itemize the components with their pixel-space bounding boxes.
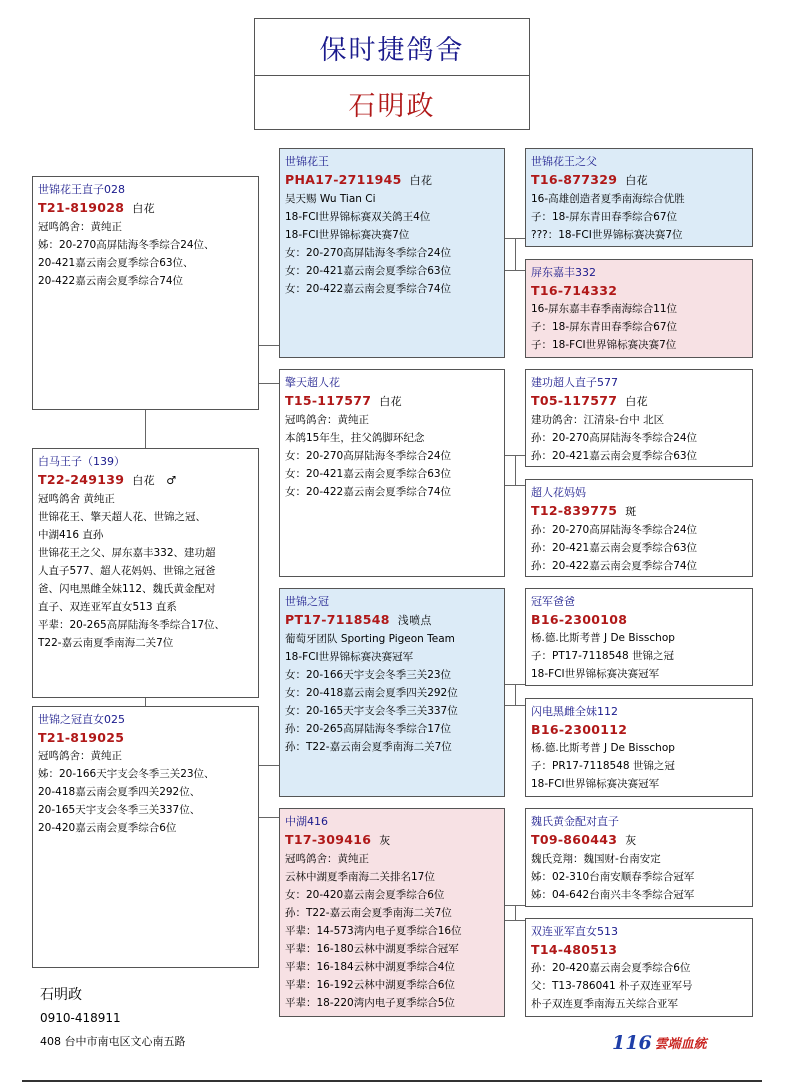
pigeon-color: 白花 xyxy=(132,202,155,215)
pigeon-color: 白花 xyxy=(625,174,648,187)
pedigree-note: 女：20-270高屏陆海冬季综合24位 xyxy=(285,247,452,259)
pedigree-note: 女：20-421嘉云南会夏季综合63位 xyxy=(285,265,452,277)
connector xyxy=(505,270,525,271)
pigeon-color: 白花 xyxy=(625,395,648,408)
pigeon-name: 建功超人直子577 xyxy=(531,376,618,389)
ring-number-row xyxy=(531,282,752,300)
owner-info xyxy=(40,984,186,1053)
ring-number: B16-2300108 xyxy=(531,612,628,627)
pedigree-note: 姊：20-270高屏陆海冬季综合24位、 xyxy=(38,239,215,251)
pedigree-note: 孙：20-422嘉云南会夏季综合74位 xyxy=(531,560,698,572)
ring-number: T09-860443 xyxy=(531,832,618,847)
ring-number: T14-480513 xyxy=(531,942,618,957)
pigeon-name: 白马王子（139） xyxy=(38,455,125,468)
card-sddd[interactable] xyxy=(525,918,753,1017)
pedigree-note: 子：18-屏东青田春季综合67位 xyxy=(531,321,678,333)
ring-number-row xyxy=(531,392,752,411)
pedigree-note: 18-FCI世界锦标赛决赛7位 xyxy=(285,229,410,241)
pigeon-color: 白花 xyxy=(409,174,433,187)
pedigree-note: 姊：04-642台南兴丰冬季综合冠军 xyxy=(531,889,695,901)
ring-number: T21-819028 xyxy=(38,200,125,215)
pigeon-name: 擎天超人花 xyxy=(285,376,340,389)
pedigree-note: 子：PR17-7118548 世锦之冠 xyxy=(531,760,675,772)
ring-number-row xyxy=(285,171,504,190)
pedigree-note: 平辈：18-220湾内电子夏季综合5位 xyxy=(285,997,455,1009)
pedigree-note: 平辈：14-573湾内电子夏季综合16位 xyxy=(285,925,462,937)
pigeon-name: 魏氏黄金配对直子 xyxy=(531,815,619,828)
pedigree-note: 平辈：16-184云林中湖夏季综合4位 xyxy=(285,961,455,973)
owner-phone: 0910-418911 xyxy=(40,1011,121,1025)
card-sdds[interactable] xyxy=(525,808,753,907)
pedigree-note: 冠鸣鸽舍：黄纯正 xyxy=(285,853,369,865)
pedigree-note: 18-FCI世界锦标赛决赛冠军 xyxy=(285,651,414,663)
card-sds[interactable] xyxy=(279,588,505,797)
pedigree-note: 女：20-420嘉云南会夏季综合6位 xyxy=(285,889,445,901)
connector xyxy=(515,455,516,485)
bottom-divider xyxy=(22,1080,762,1082)
ring-number-row xyxy=(531,502,752,521)
pigeon-color: 灰 xyxy=(379,834,391,847)
pigeon-color: 白花 ♂ xyxy=(132,474,177,487)
card-sdsd[interactable] xyxy=(525,698,753,797)
connector xyxy=(505,920,525,921)
card-ssdd[interactable] xyxy=(525,479,753,577)
card-sdd[interactable] xyxy=(279,808,505,1017)
ring-number: PT17-7118548 xyxy=(285,612,390,627)
pedigree-note: 20-165天宇支会冬季三关337位、 xyxy=(38,804,201,816)
pedigree-note: 18-FCI世界锦标赛双关鸽王4位 xyxy=(285,211,431,223)
pedigree-note: 孙：20-421嘉云南会夏季综合63位 xyxy=(531,450,698,462)
connector xyxy=(515,684,516,705)
pedigree-note: 女：20-422嘉云南会夏季综合74位 xyxy=(285,486,452,498)
owner-name: 石明政 xyxy=(40,987,82,1003)
pigeon-name: 超人花妈妈 xyxy=(531,486,586,499)
pedigree-note: 杨.德.比斯考普 J De Bisschop xyxy=(531,632,675,644)
pedigree-note: 女：20-422嘉云南会夏季综合74位 xyxy=(285,283,452,295)
pigeon-name: 屏东嘉丰332 xyxy=(531,266,596,279)
pedigree-note: 18-FCI世界锦标赛决赛冠军 xyxy=(531,778,660,790)
pigeon-name: 世锦花王 xyxy=(285,155,329,168)
pedigree-note: 孙：T22-嘉云南会夏季南海二关7位 xyxy=(285,907,452,919)
ring-number-row xyxy=(531,721,752,739)
pedigree-note: 子：18-屏东青田春季综合67位 xyxy=(531,211,678,223)
connector xyxy=(258,345,279,346)
pigeon-name: 世锦之冠 xyxy=(285,595,329,608)
pedigree-note: 20-421嘉云南会夏季综合63位、 xyxy=(38,257,194,269)
connector xyxy=(515,905,516,920)
pedigree-note: 孙：T22-嘉云南会夏季南海二关7位 xyxy=(285,741,452,753)
connector xyxy=(505,485,525,486)
card-sd[interactable] xyxy=(32,706,259,968)
ring-number-row xyxy=(38,471,258,490)
connector xyxy=(258,817,279,818)
ring-number-row xyxy=(38,729,258,747)
pigeon-color: 白花 xyxy=(379,395,402,408)
pedigree-note: 父：T13-786041 朴子双连亚军号 xyxy=(531,980,693,992)
pedigree-note: 16-屏东嘉丰春季南海综合11位 xyxy=(531,303,678,315)
pedigree-note: 建功鸽舍：江清泉-台中 北区 xyxy=(531,414,665,426)
pedigree-note: 孙：20-265高屏陆海冬季综合17位 xyxy=(285,723,452,735)
pedigree-note: 平辈：20-265高屏陆海冬季综合17位、 xyxy=(38,619,226,631)
pedigree-note: 女：20-165天宇支会冬季三关337位 xyxy=(285,705,458,717)
pedigree-note: 孙：20-270高屏陆海冬季综合24位 xyxy=(531,432,698,444)
pedigree-note: 孙：20-270高屏陆海冬季综合24位 xyxy=(531,524,698,536)
ring-number-row xyxy=(531,611,752,629)
owner-title: 石明政 xyxy=(348,91,436,122)
pedigree-note: 云林中湖夏季南海二关排名17位 xyxy=(285,871,435,883)
pedigree-note: 姊：02-310台南安顺春季综合冠军 xyxy=(531,871,695,883)
card-ssd[interactable] xyxy=(279,369,505,577)
pedigree-note: 吴天赐 Wu Tian Ci xyxy=(285,193,376,205)
pedigree-note: 女：20-421嘉云南会夏季综合63位 xyxy=(285,468,452,480)
pedigree-note: ???：18-FCI世界锦标赛决赛7位 xyxy=(531,229,683,241)
pedigree-note: 女：20-166天宇支会冬季三关23位 xyxy=(285,669,452,681)
logo-number: 116 xyxy=(612,1032,652,1054)
ring-number: T21-819025 xyxy=(38,730,125,745)
pedigree-note: 冠鸣鸽舍：黄纯正 xyxy=(38,221,122,233)
pedigree-note: 子：PT17-7118548 世锦之冠 xyxy=(531,650,674,662)
ring-number: B16-2300112 xyxy=(531,722,628,737)
ring-number-row xyxy=(285,392,504,411)
owner-address: 408 台中市南屯区文心南五路 xyxy=(40,1035,186,1048)
pigeon-name: 世锦花王直子028 xyxy=(38,183,125,196)
card-ssss[interactable] xyxy=(525,148,753,247)
pigeon-name: 中湖416 xyxy=(285,815,328,828)
pedigree-note: 世锦花王、擎天超人花、世锦之冠、 xyxy=(38,511,206,523)
pedigree-note: 冠鸣鸽舍：黄纯正 xyxy=(38,750,122,762)
ring-number: PHA17-2711945 xyxy=(285,172,402,187)
pedigree-note: 16-高雄创造者夏季南海综合优胜 xyxy=(531,193,685,205)
card-sss[interactable] xyxy=(279,148,505,358)
connector xyxy=(515,238,516,270)
card-sdss[interactable] xyxy=(525,588,753,686)
pedigree-note: 姊：20-166天宇支会冬季三关23位、 xyxy=(38,768,215,780)
ring-number-row xyxy=(531,941,752,959)
pedigree-note: 魏氏竞翔：魏国财-台南安定 xyxy=(531,853,661,865)
card-sire[interactable] xyxy=(32,448,259,698)
pigeon-name: 闪电黑雌全妹112 xyxy=(531,705,618,718)
pedigree-note: 冠鸣鸽舍 黄纯正 xyxy=(38,493,115,505)
pedigree-note: 葡萄牙团队 Sporting Pigeon Team xyxy=(285,633,455,645)
pedigree-note: 平辈：16-192云林中湖夏季综合6位 xyxy=(285,979,455,991)
card-ss[interactable] xyxy=(32,176,259,410)
pedigree-note: 平辈：16-180云林中湖夏季综合冠军 xyxy=(285,943,459,955)
ring-number: T22-249139 xyxy=(38,472,125,487)
ring-number: T16-714332 xyxy=(531,283,618,298)
pigeon-color: 斑 xyxy=(625,505,637,518)
pedigree-note: 人直子577、超人花妈妈、世锦之冠爸 xyxy=(38,565,216,577)
pedigree-note: 20-418嘉云南会夏季四关292位、 xyxy=(38,786,201,798)
pedigree-note: 中湖416 直孙 xyxy=(38,529,104,541)
ring-number: T17-309416 xyxy=(285,832,372,847)
logo-text: 雲端血統 xyxy=(654,1037,707,1052)
pedigree-note: T22-嘉云南夏季南海二关7位 xyxy=(38,637,174,649)
pedigree-note: 朴子双连夏季南海五关综合亚军 xyxy=(531,998,678,1010)
connector xyxy=(145,410,146,448)
pedigree-note: 本鸽15年生，拄父鸽脚环纪念 xyxy=(285,432,425,444)
pedigree-note: 女：20-270高屏陆海冬季综合24位 xyxy=(285,450,452,462)
connector xyxy=(258,383,279,384)
pedigree-note: 孙：20-421嘉云南会夏季综合63位 xyxy=(531,542,698,554)
ring-number-row xyxy=(531,831,752,850)
ring-number-row xyxy=(285,831,504,850)
pigeon-name: 双连亚军直女513 xyxy=(531,925,618,938)
pedigree-note: 冠鸣鸽舍：黄纯正 xyxy=(285,414,369,426)
pedigree-note: 20-420嘉云南会夏季综合6位 xyxy=(38,822,177,834)
pedigree-note: 20-422嘉云南会夏季综合74位 xyxy=(38,275,184,287)
pigeon-name: 世锦花王之父 xyxy=(531,155,597,168)
ring-number: T15-117577 xyxy=(285,393,372,408)
ring-number-row xyxy=(285,611,504,630)
pedigree-note: 世锦花王之父、屏东嘉丰332、建功超 xyxy=(38,547,216,559)
title-box xyxy=(254,18,530,130)
pigeon-name: 世锦之冠直女025 xyxy=(38,713,125,726)
pedigree-note: 直子、双连亚军直女513 直系 xyxy=(38,601,177,613)
pedigree-note: 女：20-418嘉云南会夏季四关292位 xyxy=(285,687,458,699)
logo xyxy=(612,1032,707,1054)
loft-name: 保时捷鸽舍 xyxy=(255,19,529,76)
connector xyxy=(258,765,279,766)
ring-number-row xyxy=(38,199,258,218)
ring-number: T05-117577 xyxy=(531,393,618,408)
pigeon-color: 灰 xyxy=(625,834,637,847)
card-sssd[interactable] xyxy=(525,259,753,358)
pigeon-name: 冠军爸爸 xyxy=(531,595,575,608)
pigeon-color: 浅喷点 xyxy=(397,614,432,627)
connector xyxy=(505,705,525,706)
pedigree-note: 子：18-FCI世界锦标赛决赛7位 xyxy=(531,339,677,351)
ring-number-row xyxy=(531,171,752,190)
pedigree-note: 18-FCI世界锦标赛决赛冠军 xyxy=(531,668,660,680)
pedigree-note: 爸、闪电黑雌全妹112、魏氏黄金配对 xyxy=(38,583,216,595)
connector xyxy=(145,698,146,706)
pedigree-note: 杨.德.比斯考普 J De Bisschop xyxy=(531,742,675,754)
ring-number: T12-839775 xyxy=(531,503,618,518)
pedigree-note: 孙：20-420嘉云南会夏季综合6位 xyxy=(531,962,691,974)
card-ssds[interactable] xyxy=(525,369,753,467)
ring-number: T16-877329 xyxy=(531,172,618,187)
